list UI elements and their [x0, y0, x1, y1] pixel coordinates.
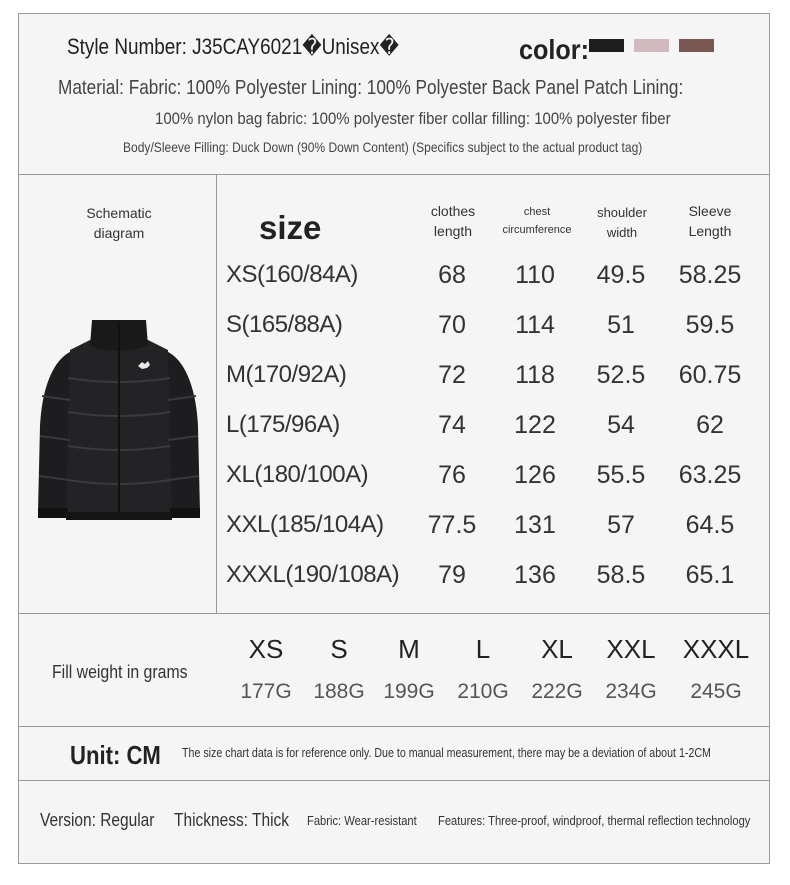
size-table-cell: 79 — [438, 561, 466, 589]
divider — [18, 726, 770, 727]
size-row-label: S(165/88A) — [226, 311, 343, 338]
fill-weight-value: 199G — [383, 680, 435, 703]
fill-weight-size: XXXL — [682, 634, 750, 664]
style-number: Style Number: J35CAY6021�Unisex� — [67, 34, 399, 59]
fill-weight-size: XS — [248, 634, 284, 664]
size-row-label: M(170/92A) — [226, 361, 347, 388]
fill-weight-value: 210G — [457, 680, 509, 703]
column-header-chest-circumference — [494, 203, 580, 239]
jacket-image — [34, 316, 204, 526]
schematic-label-line1: Schematic — [86, 205, 152, 221]
size-table-cell: 70 — [438, 311, 466, 339]
divider — [18, 174, 770, 175]
size-table-cell: 59.5 — [685, 311, 735, 339]
filling-line: Body/Sleeve Filling: Duck Down (90% Down Content) (Specifics subject to the actual product tag) — [123, 139, 643, 155]
fill-weight-label: Fill weight in grams — [52, 662, 188, 682]
color-swatch-brown — [679, 39, 714, 52]
fabric-label: Fabric: Wear-resistant — [307, 813, 417, 828]
column-header-line: length — [433, 223, 473, 239]
fill-weight-value: 234G — [605, 680, 657, 703]
unit-label: Unit: CM — [70, 740, 161, 770]
size-table-cell: 64.5 — [685, 511, 735, 539]
size-table-cell: 52.5 — [596, 361, 646, 389]
size-table-cell: 126 — [514, 461, 556, 489]
column-header-shoulder-width — [582, 203, 662, 243]
size-table-cell: 131 — [514, 511, 556, 539]
size-table-cell: 68 — [438, 261, 466, 289]
size-table-cell: 118 — [515, 361, 555, 389]
color-swatch-black — [589, 39, 624, 52]
size-table-cell: 114 — [515, 311, 555, 339]
column-header-clothes-length — [413, 201, 493, 241]
fill-weight-size: XL — [541, 634, 573, 664]
fill-weight-value: 177G — [240, 680, 292, 703]
fill-weight-size: S — [330, 634, 348, 664]
fill-weight-size: XXL — [606, 634, 656, 664]
size-table-cell: 136 — [514, 561, 556, 589]
schematic-label-line2: diagram — [93, 225, 145, 241]
size-row-label: XS(160/84A) — [226, 261, 358, 288]
size-row-label: XL(180/100A) — [226, 461, 369, 488]
column-header-line: clothes — [430, 203, 476, 219]
schematic-label — [70, 203, 168, 243]
size-table-cell: 62 — [696, 411, 724, 439]
size-table-cell: 51 — [607, 311, 635, 339]
size-table-cell: 49.5 — [596, 261, 646, 289]
column-header-sleeve-length — [670, 201, 750, 241]
size-table-cell: 74 — [438, 411, 466, 439]
column-header-line: width — [606, 225, 638, 240]
size-table-cell: 57 — [607, 511, 635, 539]
column-header-line: circumference — [502, 224, 572, 236]
size-table-cell: 65.1 — [685, 561, 735, 589]
size-table-cell: 77.5 — [427, 511, 477, 539]
unit-note: The size chart data is for reference only. Due to manual measurement, there may be a deviation of about 1-2CM — [182, 745, 711, 760]
column-header-line: chest — [523, 206, 551, 218]
material-line-1: Material: Fabric: 100% Polyester Lining: 100% Polyester Back Panel Patch Lining: — [58, 77, 684, 99]
fill-weight-value: 245G — [690, 680, 742, 703]
material-line-2: 100% nylon bag fabric: 100% polyester fiber collar filling: 100% polyester fiber — [155, 109, 671, 128]
version-label: Version: Regular — [40, 810, 155, 830]
fill-weight-value: 188G — [313, 680, 365, 703]
size-table-cell: 54 — [607, 411, 635, 439]
divider — [18, 780, 770, 781]
table-divider — [216, 174, 217, 614]
thickness-label: Thickness: Thick — [174, 810, 289, 830]
size-table-cell: 122 — [514, 411, 556, 439]
fill-weight-value: 222G — [531, 680, 583, 703]
column-header-line: Sleeve — [688, 203, 732, 219]
size-table-cell: 58.25 — [678, 261, 742, 289]
fill-weight-size: M — [398, 634, 420, 664]
size-table-cell: 72 — [438, 361, 466, 389]
fill-weight-size: L — [475, 634, 491, 664]
size-row-label: XXXL(190/108A) — [226, 561, 400, 588]
column-header-line: Length — [688, 223, 732, 239]
features-label: Features: Three-proof, windproof, thermal reflection technology — [438, 813, 751, 828]
size-heading: size — [259, 209, 322, 246]
column-header-line: shoulder — [597, 205, 647, 220]
divider — [18, 613, 770, 614]
size-table-cell: 60.75 — [678, 361, 742, 389]
size-table-cell: 76 — [438, 461, 466, 489]
size-table-cell: 58.5 — [596, 561, 646, 589]
size-table-cell: 110 — [515, 261, 555, 289]
size-row-label: XXL(185/104A) — [226, 511, 384, 538]
size-row-label: L(175/96A) — [226, 411, 340, 438]
color-label: color: — [519, 34, 590, 65]
color-swatch-pink — [634, 39, 669, 52]
size-table-cell: 55.5 — [596, 461, 646, 489]
size-table-cell: 63.25 — [678, 461, 742, 489]
